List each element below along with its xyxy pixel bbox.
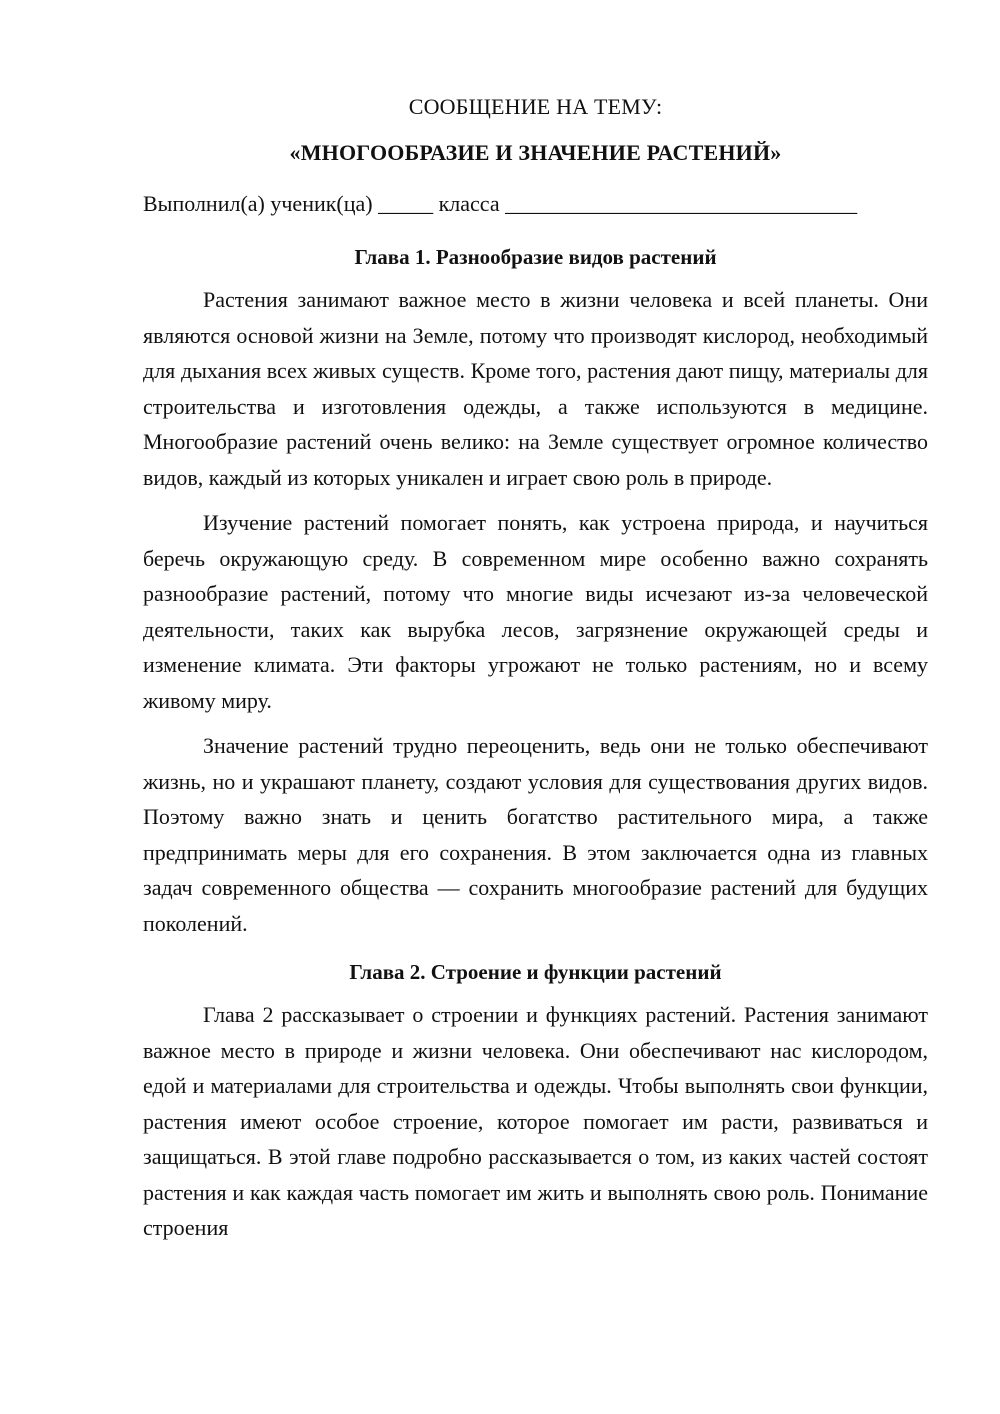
chapter-1	[143, 242, 928, 941]
chapter-2-heading: Глава 2. Строение и функции растений	[349, 960, 722, 984]
chapter-2	[143, 957, 928, 1246]
chapter-1-paragraph-2: Изучение растений помогает понять, как устроена природа, и научиться беречь окружающую среду. В современном мире особенно важно сохранять разнообразие растений, потому что многие виды исчезают из-за человеческой деятельности, таких как вырубка лесов, загрязнение окружающей среды и изменение климата. Эти факторы угрожают не только растениям, но и всему живому миру.	[143, 510, 928, 713]
chapter-1-heading: Глава 1. Разнообразие видов растений	[354, 245, 717, 269]
report-title-line2: «МНОГООБРАЗИЕ И ЗНАЧЕНИЕ РАСТЕНИЙ»	[289, 140, 782, 165]
chapter-2-paragraph-1: Глава 2 рассказывает о строении и функциях растений. Растения занимают важное место в природе и жизни человека. Они обеспечивают нас кислородом, едой и материалами для строительства и одежды. Чтобы выполнять свои функции, растения имеют особое строение, которое помогает им расти, развиваться и защищаться. В этой главе подробно рассказывается о том, из каких частей состоят растения и как каждая часть помогает им жить и выполнять свою роль. Понимание строения	[143, 1002, 928, 1240]
chapter-1-paragraph-3: Значение растений трудно переоценить, ведь они не только обеспечивают жизнь, но и украшают планету, создают условия для существования других видов. Поэтому важно знать и ценить богатство растительного мира, а также предпринимать меры для его сохранения. В этом заключается одна из главных задач современного общества — сохранить многообразие растений для будущих поколений.	[143, 733, 928, 936]
report-title-line1: СООБЩЕНИЕ НА ТЕМУ:	[408, 94, 663, 119]
author-signature-line: Выполнил(а) ученик(ца) _____ класса ________________________________	[143, 191, 858, 216]
chapter-1-paragraph-1: Растения занимают важное место в жизни человека и всей планеты. Они являются основой жизни на Земле, потому что производят кислород, необходимый для дыхания всех живых существ. Кроме того, растения дают пищу, материалы для строительства и изготовления одежды, а также используются в медицине. Многообразие растений очень велико: на Земле существует огромное количество видов, каждый из которых уникален и играет свою роль в природе.	[143, 287, 928, 490]
